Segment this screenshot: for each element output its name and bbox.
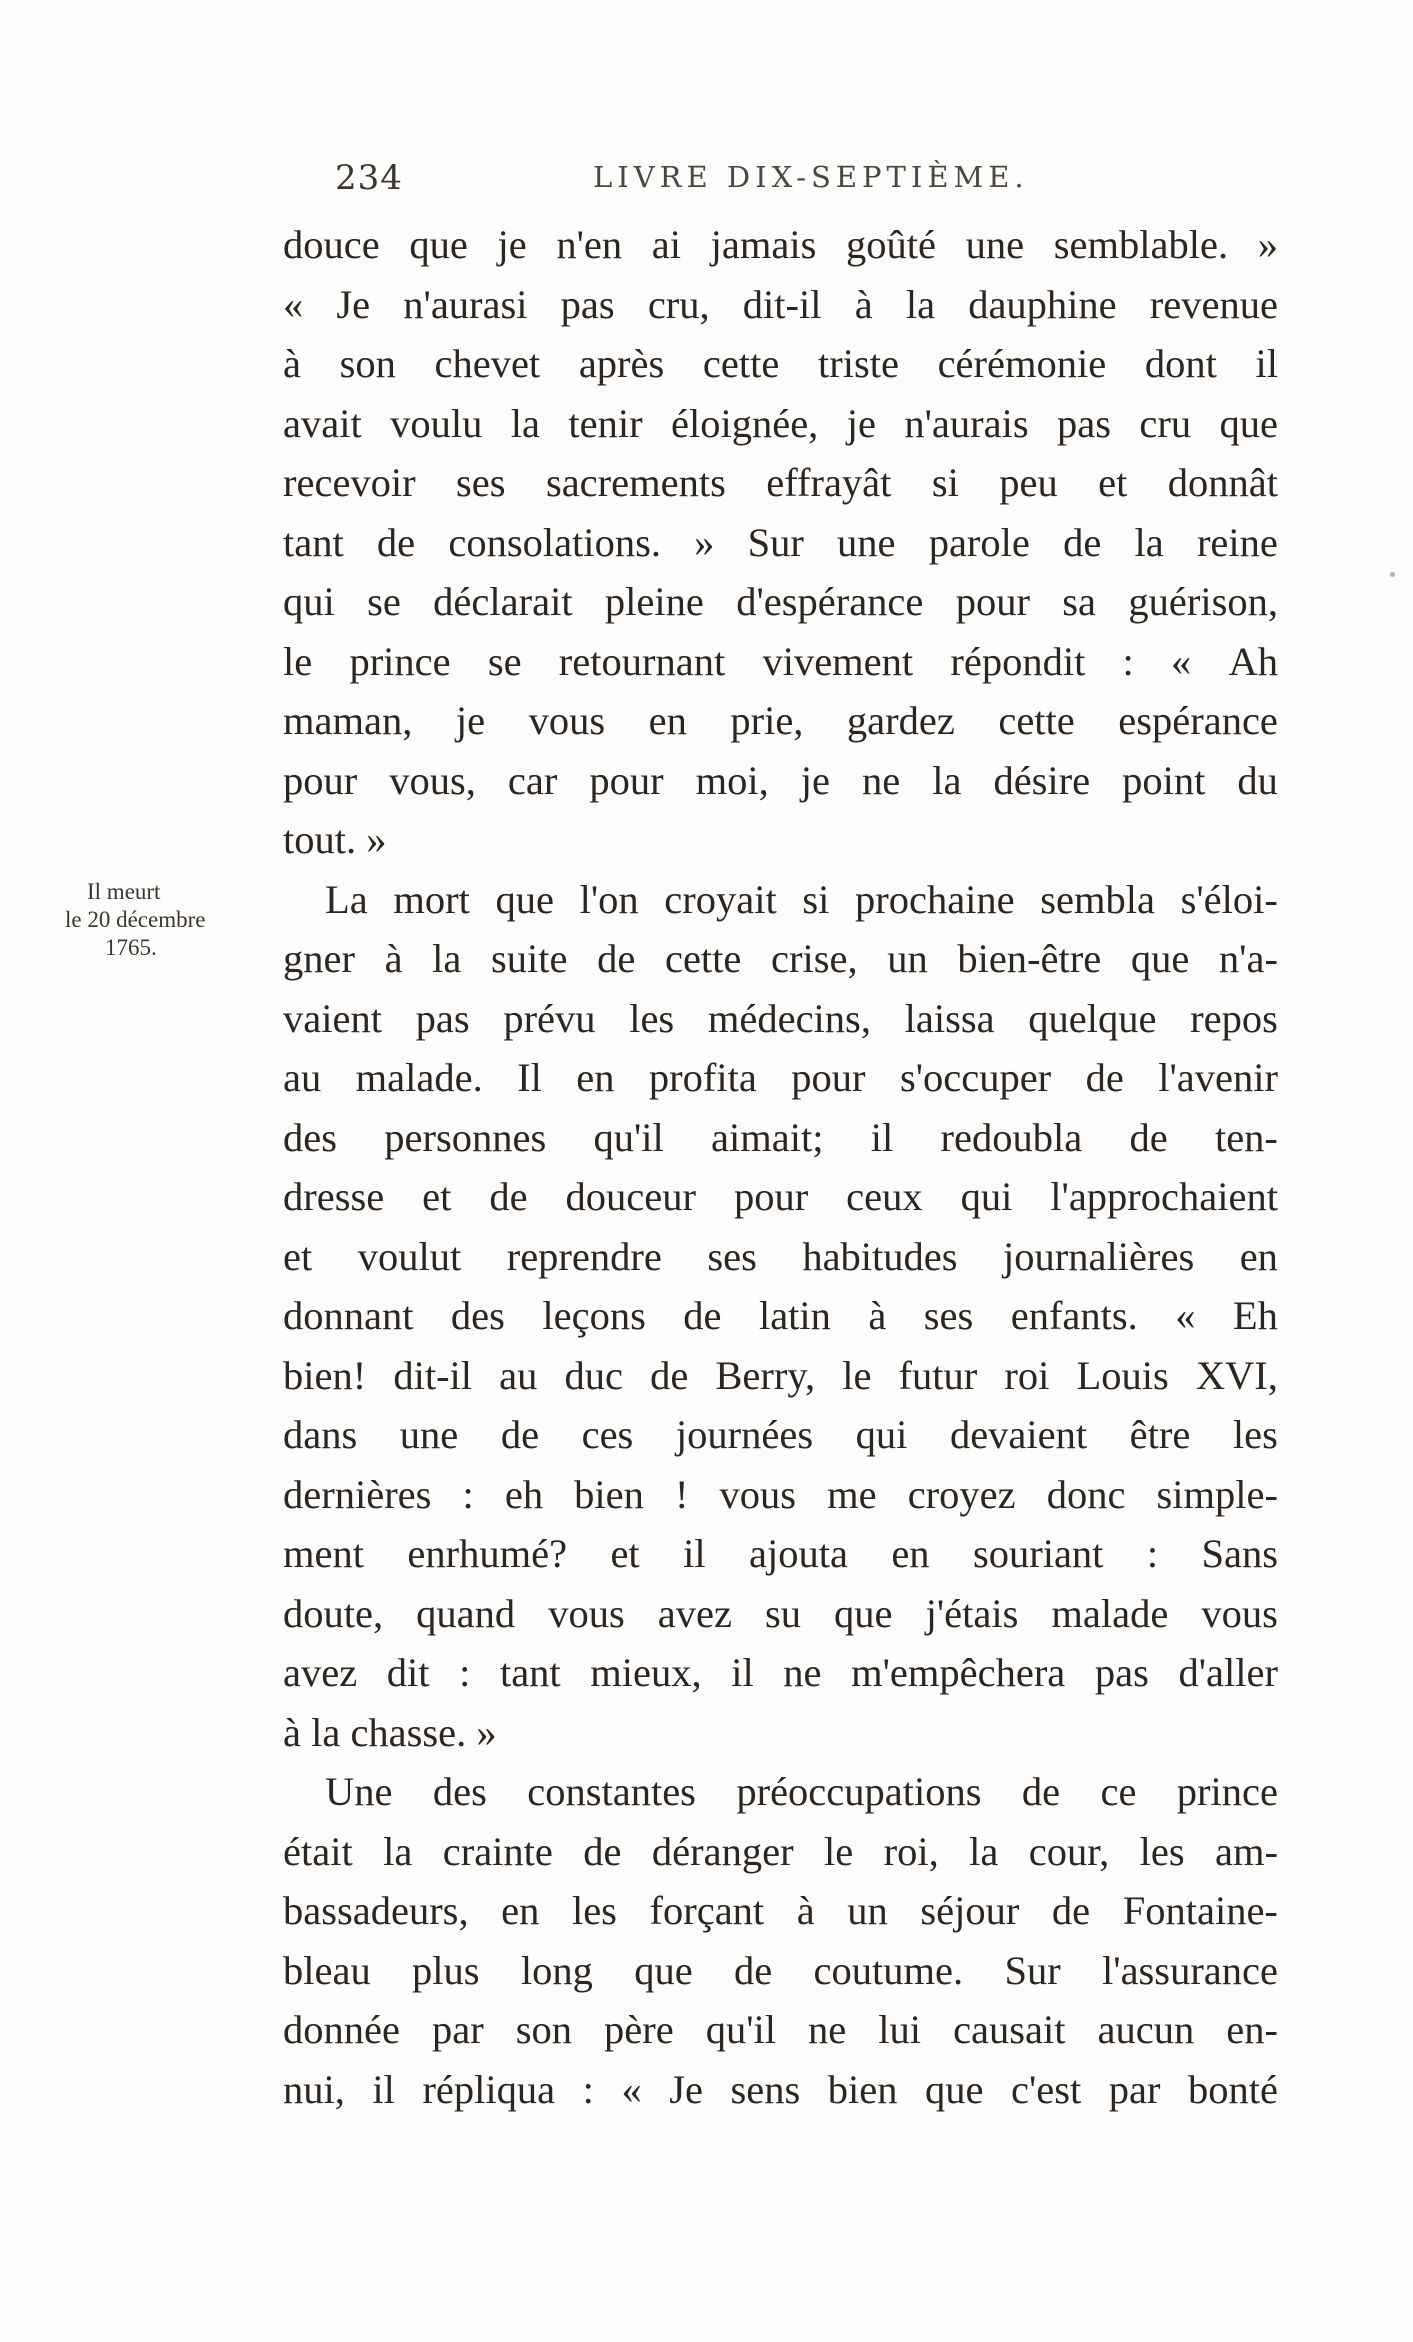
margin-note-line: le 20 décembre: [65, 907, 206, 932]
text-line: dresse et de douceur pour ceux qui l'approchaient: [283, 1174, 1278, 1219]
text-line: tant de consolations. » Sur une parole de la reine: [283, 519, 1278, 565]
text-line: donnée par son père qu'il ne lui causait aucun en-: [283, 2007, 1278, 2052]
margin-note: [65, 878, 265, 962]
text-line: « Je n'aurasi pas cru, dit-il à la dauphine revenue: [283, 281, 1278, 327]
text-line: vaient pas prévu les médecins, laissa quelque repos: [283, 995, 1278, 1041]
text-line: dernières : eh bien ! vous me croyez donc simple-: [283, 1471, 1278, 1517]
text-line: Une des constantes préoccupations de ce prince: [325, 1769, 1278, 1814]
text-line: pour vous, car pour moi, je ne la désire point du: [283, 757, 1278, 803]
text-line: et voulut reprendre ses habitudes journalières en: [283, 1233, 1278, 1279]
text-line: maman, je vous en prie, gardez cette espérance: [283, 698, 1278, 743]
text-line: des personnes qu'il aimait; il redoubla de ten-: [283, 1114, 1278, 1160]
text-line: à son chevet après cette triste cérémonie dont il: [283, 341, 1278, 386]
running-head: LIVRE DIX-SEPTIÈME.: [593, 160, 1029, 194]
text-line: avez dit : tant mieux, il ne m'empêchera pas d'aller: [283, 1650, 1278, 1695]
text-line: recevoir ses sacrements effrayât si peu et donnât: [283, 460, 1278, 505]
text-line: dans une de ces journées qui devaient être les: [283, 1412, 1278, 1457]
margin-note-line: Il meurt: [87, 879, 161, 904]
text-line: à la chasse. »: [283, 1709, 497, 1755]
text-line: au malade. Il en profita pour s'occuper de l'avenir: [283, 1055, 1278, 1100]
text-line: tout. »: [283, 817, 387, 862]
text-line: le prince se retournant vivement répondit : « Ah: [283, 638, 1278, 684]
margin-note-line: 1765.: [105, 935, 157, 960]
text-line: ment enrhumé? et il ajouta en souriant : Sans: [283, 1531, 1278, 1576]
body-text: [283, 215, 1278, 2119]
text-line: était la crainte de déranger le roi, la cour, les am-: [283, 1828, 1278, 1874]
text-line: douce que je n'en ai jamais goûté une semblable. »: [283, 222, 1278, 267]
text-line: bleau plus long que de coutume. Sur l'assurance: [283, 1947, 1278, 1993]
text-line: qui se déclarait pleine d'espérance pour sa guérison,: [283, 579, 1278, 624]
text-line: donnant des leçons de latin à ses enfants. « Eh: [283, 1293, 1278, 1338]
text-line: avait voulu la tenir éloignée, je n'aurais pas cru que: [283, 400, 1278, 446]
page-header: [335, 158, 1295, 198]
text-line: doute, quand vous avez su que j'étais malade vous: [283, 1590, 1278, 1636]
text-line: La mort que l'on croyait si prochaine sembla s'éloi-: [325, 876, 1278, 922]
paper-speck: [1390, 572, 1395, 577]
text-line: bassadeurs, en les forçant à un séjour de Fontaine-: [283, 1888, 1278, 1933]
text-line: bien! dit-il au duc de Berry, le futur roi Louis XVI,: [283, 1352, 1278, 1398]
text-line: nui, il répliqua : « Je sens bien que c'est par bonté: [283, 2066, 1278, 2112]
text-line: gner à la suite de cette crise, un bien-être que n'a-: [283, 936, 1278, 981]
page-number: 234: [335, 158, 403, 198]
